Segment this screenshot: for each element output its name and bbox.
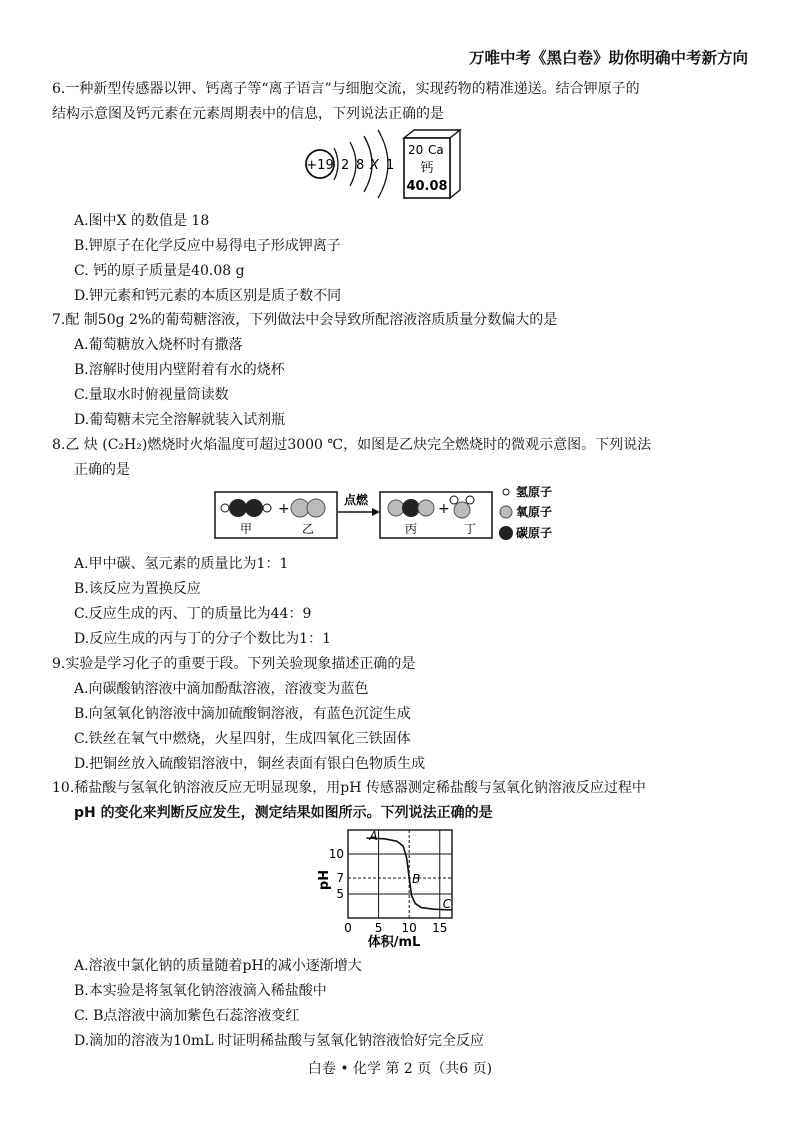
legend-hydrogen-label: 氢原子	[516, 486, 553, 499]
q10-stem-line2: pH 的变化来判断反应发生，测定结果如图所示。下列说法正确的是	[74, 805, 493, 821]
carbon-atom	[229, 499, 247, 517]
legend-oxygen-label: 氧原子	[516, 505, 553, 519]
q9-stem: 9.实验是学习化子的重要于段。下列关验现象描述正确的是	[52, 656, 416, 672]
q9-option-b: B.向氢氧化钠溶液中滴加硫酸铜溶液，有蓝色沉淀生成	[74, 706, 411, 722]
arrow-head	[372, 508, 380, 516]
x-axis-label: 体积/mL	[367, 935, 421, 950]
q6-option-c: C. 钙的原子质量是40.08 g	[74, 263, 245, 279]
x-tick-label: 5	[374, 921, 383, 935]
oxygen-atom	[388, 500, 404, 516]
q6-option-b: B.钾原子在化学反应中易得电子形成钾离子	[74, 238, 341, 254]
nucleus-charge: +19	[306, 158, 334, 173]
y-tick-label: 10	[328, 847, 344, 861]
q8-option-d: D.反应生成的丙与丁的分子个数比为1：1	[74, 631, 331, 647]
legend-hydrogen-icon	[503, 489, 509, 495]
y-tick-label: 7	[336, 871, 344, 885]
q10-option-a: A.溶液中氯化钠的质量随着pH的减小逐渐增大	[74, 958, 362, 974]
q6-option-a: A.图中X 的数值是 18	[74, 213, 210, 229]
element-symbol: Ca	[428, 143, 444, 157]
ph-curve	[366, 838, 452, 910]
page-footer: 白卷 • 化学 第 2 页（共6 页)	[307, 1061, 493, 1077]
point-label-c: C	[442, 897, 452, 911]
carbon-atom	[402, 499, 420, 517]
oxygen-atom	[291, 499, 309, 517]
q10-option-b: B.本实验是将氢氧化钠溶液滴入稀盐酸中	[74, 983, 327, 999]
q9-option-d: D.把铜丝放入硫酸铝溶液中，铜丝表面有银白色物质生成	[74, 756, 426, 772]
q8-stem-line1: 8.乙 炔 (C₂H₂)燃烧时火焰温度可超过3000 ℃，如图是乙炔完全燃烧时的微观示意图。下列说法	[52, 437, 652, 453]
element-cell-side	[450, 130, 460, 198]
ph-chart	[312, 826, 462, 950]
plus-sign: +	[438, 501, 450, 517]
x-tick-label: 0	[344, 921, 352, 935]
reactant-1-label: 甲	[239, 522, 253, 536]
x-tick-label: 15	[432, 921, 448, 935]
carbon-atom	[245, 499, 263, 517]
q7-option-b: B.溶解时使用内壁附着有水的烧杯	[74, 362, 285, 378]
point-label-a: A	[369, 829, 378, 843]
q7-option-c: C.量取水时俯视量筒读数	[74, 387, 229, 403]
hydrogen-atom	[450, 496, 458, 504]
legend-carbon-label: 碳原子	[516, 526, 553, 540]
q6-stem-line2: 结构示意图及钙元素在元素周期表中的信息，下列说法正确的是	[52, 106, 444, 122]
q7-option-d: D.葡萄糖未完全溶解就装入试剂瓶	[74, 412, 286, 428]
q6-stem-line1: 6.一种新型传感器以钾、钙离子等“离子语言”与细胞交流，实现药物的精准递送。结合钾原子的	[52, 81, 640, 97]
x-tick-label: 10	[401, 921, 417, 935]
q10-option-d: D.滴加的溶液为10mL 时证明稀盐酸与氢氧化钠溶液恰好完全反应	[74, 1033, 485, 1049]
oxygen-atom	[418, 500, 434, 516]
q7-stem: 7.配 制50g 2%的葡萄糖溶液，下列做法中会导致所配溶液溶质质量分数偏大的是	[52, 312, 558, 328]
q8-option-b: B.该反应为置换反应	[74, 581, 201, 597]
reaction-condition: 点燃	[343, 493, 369, 507]
q7-option-a: A.葡萄糖放入烧杯时有撒落	[74, 337, 243, 353]
q9-option-a: A.向碳酸钠溶液中滴加酚酞溶液，溶液变为蓝色	[74, 681, 369, 697]
q8-reaction-diagram	[214, 486, 580, 544]
q8-option-a: A.甲中碳、氢元素的质量比为1：1	[74, 556, 289, 572]
hydrogen-atom	[263, 504, 271, 512]
q9-option-c: C.铁丝在氧气中燃烧，火星四射，生成四氧化三铁固体	[74, 731, 411, 747]
hydrogen-atom	[221, 504, 229, 512]
atomic-number: 20	[408, 143, 424, 157]
oxygen-atom	[307, 499, 325, 517]
q10-stem-line1: 10.稀盐酸与氢氧化钠溶液反应无明显现象，用pH 传感器测定稀盐酸与氢氧化钠溶液反应过程中	[52, 780, 646, 796]
oxygen-atom	[454, 502, 470, 518]
q6-option-d: D.钾元素和钙元素的本质区别是质子数不同	[74, 288, 342, 304]
legend-carbon-icon	[499, 526, 513, 540]
hydrogen-atom	[466, 496, 474, 504]
shell-electrons-2: 8	[356, 158, 365, 173]
reactant-2-label: 乙	[301, 522, 315, 536]
q8-option-c: C.反应生成的丙、丁的质量比为44：9	[74, 606, 312, 622]
plus-sign: +	[278, 501, 290, 517]
shell-electrons-1: 2	[341, 158, 350, 173]
shell-electrons-3: X	[370, 158, 379, 173]
element-name: 钙	[420, 161, 434, 176]
y-axis-label: pH	[317, 869, 332, 891]
q8-stem-line2: 正确的是	[74, 462, 130, 478]
legend-oxygen-icon	[500, 506, 512, 518]
atomic-mass: 40.08	[406, 179, 448, 194]
product-2-label: 丁	[463, 522, 477, 536]
y-tick-label: 5	[336, 887, 344, 901]
q10-option-c: C. B点溶液中滴加紫色石蕊溶液变红	[74, 1008, 300, 1024]
shell-electrons-4: 1	[386, 158, 395, 173]
point-label-b: B	[412, 872, 421, 886]
product-1-label: 丙	[404, 522, 418, 536]
q6-figure	[300, 128, 470, 200]
page-header: 万唯中考《黑白卷》助你明确中考新方向	[468, 49, 748, 67]
